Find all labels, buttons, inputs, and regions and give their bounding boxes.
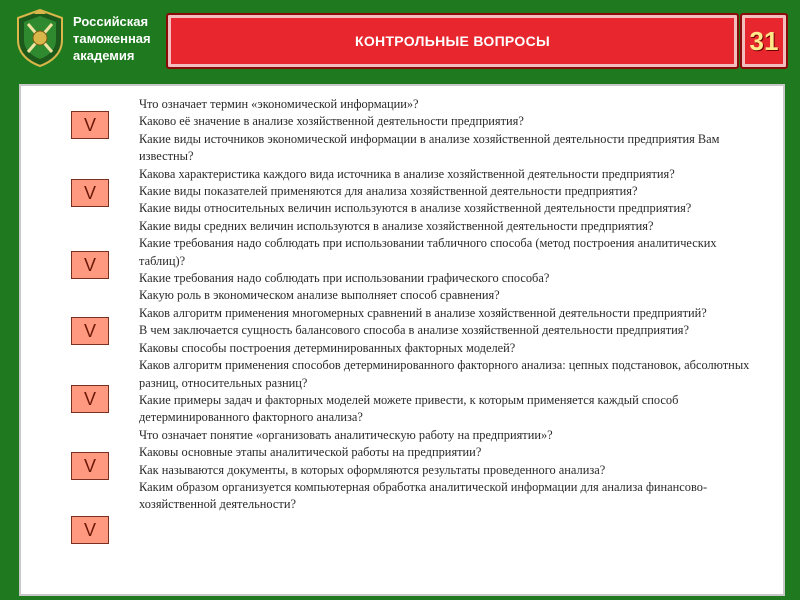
question-item: Какую роль в экономическом анализе выполняет способ сравнения? — [139, 288, 500, 303]
check-marker: V — [71, 452, 109, 480]
org-name-line: таможенная — [73, 31, 151, 46]
question-list — [139, 96, 759, 514]
question-item: Какие виды относительных величин используются в анализе хозяйственной деятельности предприятия? — [139, 201, 692, 216]
header — [0, 0, 800, 80]
page-number-badge — [740, 13, 788, 69]
question-item: Какие виды источников экономической информации в анализе хозяйственной деятельности предприятия Вам известны? — [139, 131, 720, 164]
question-item: Какие примеры задач и факторных моделей можете привести, к которым применяется каждый способ детерминированного факторного анализа? — [139, 392, 679, 425]
check-marker: V — [71, 317, 109, 345]
page-number: 31 — [749, 25, 779, 56]
academy-emblem-icon — [14, 8, 66, 68]
org-name-line: академия — [73, 48, 135, 63]
org-name-line: Российская — [73, 14, 149, 29]
question-item: В чем заключается сущность балансового способа в анализе хозяйственной деятельности предприятия? — [139, 323, 689, 338]
question-item: Каков алгоритм применения способов детерминированного факторного анализа: цепных подстановок, абсолютных разниц, относительных разниц? — [139, 358, 750, 390]
question-item: Какие требования надо соблюдать при использовании графического способа? — [139, 271, 550, 286]
question-item: Каким образом организуется компьютерная обработка аналитической информации для анализа финансово-хозяйственной деятельности? — [139, 479, 708, 512]
title-banner — [166, 13, 739, 69]
content-panel — [19, 84, 785, 596]
question-item: Что означает термин «экономической информации»? — [139, 97, 419, 111]
check-marker: V — [71, 111, 109, 139]
question-item: Что означает понятие «организовать аналитическую работу на предприятии»? — [139, 427, 553, 442]
check-marker: V — [71, 385, 109, 413]
question-item: Какие требования надо соблюдать при использовании табличного способа (метод построения аналитических таблиц)? — [139, 236, 717, 268]
question-item: Каковы основные этапы аналитической работы на предприятии? — [139, 445, 482, 460]
check-marker: V — [71, 179, 109, 207]
question-item: Какие виды средних величин используются в анализе хозяйственной деятельности предприятия? — [139, 218, 654, 233]
question-item: Каково её значение в анализе хозяйственной деятельности предприятия? — [139, 114, 524, 129]
question-item: Каковы способы построения детерминированных факторных моделей? — [139, 340, 516, 355]
question-item: Какие виды показателей применяются для анализа хозяйственной деятельности предприятия? — [139, 184, 638, 199]
question-item: Каков алгоритм применения многомерных сравнений в анализе хозяйственной деятельности предприятий? — [139, 305, 707, 320]
question-item: Какова характеристика каждого вида источника в анализе хозяйственной деятельности предприятия? — [139, 166, 675, 181]
organization-name — [73, 13, 163, 64]
page-title: КОНТРОЛЬНЫЕ ВОПРОСЫ — [355, 33, 550, 49]
check-marker: V — [71, 516, 109, 544]
question-item: Как называются документы, в которых оформляются результаты проведенного анализа? — [139, 462, 606, 477]
check-marker: V — [71, 251, 109, 279]
